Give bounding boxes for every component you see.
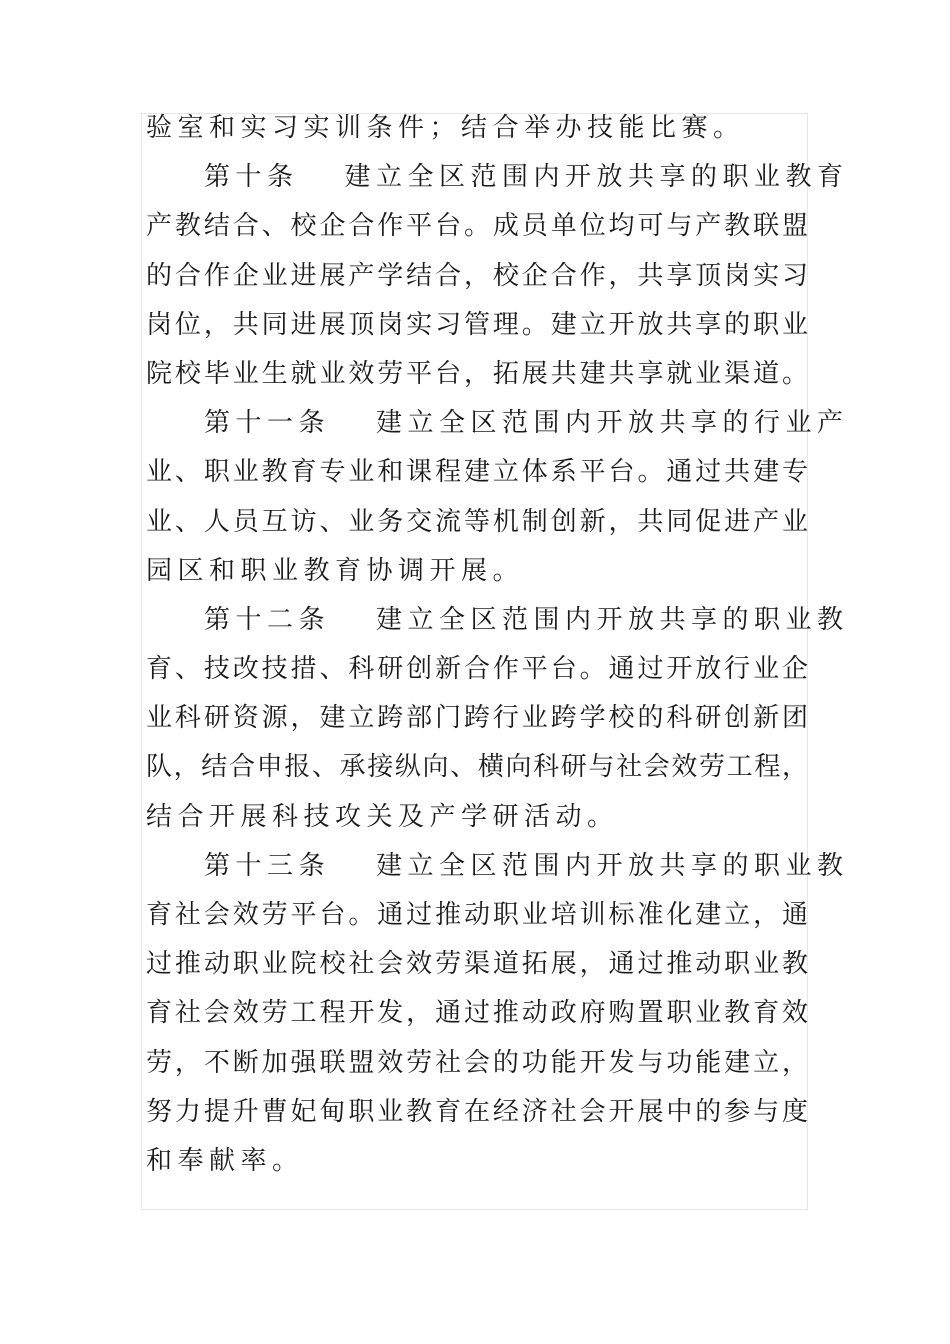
text-line	[146, 301, 808, 350]
text-line	[146, 743, 808, 792]
line-text: 建立全区范围内开放共享的职业教	[376, 604, 849, 635]
line-text: 岗位，共同进展顶岗实习管理。建立开放共享的职业	[146, 309, 808, 340]
text-line	[146, 793, 808, 842]
line-text: 建立全区范围内开放共享的职业教	[376, 850, 849, 881]
line-text: 队，结合申报、承接纵向、横向科研与社会效劳工程，	[146, 752, 808, 783]
text-line	[146, 350, 808, 399]
text-line	[146, 940, 808, 989]
line-text: 业、职业教育专业和课程建立体系平台。通过共建专	[146, 457, 808, 488]
text-line	[146, 1088, 808, 1137]
text-line	[146, 891, 808, 940]
text-line	[146, 989, 808, 1038]
line-text: 业、人员互访、业务交流等机制创新，共同促进产业	[146, 506, 808, 537]
line-text: 和奉献率。	[146, 1145, 304, 1176]
text-line	[146, 547, 808, 596]
line-text: 育、技改技措、科研创新合作平台。通过开放行业企	[146, 654, 808, 685]
document-body	[146, 104, 849, 1186]
line-text: 育社会效劳平台。通过推动职业培训标准化建立，通	[146, 900, 808, 930]
line-text: 劳，不断加强联盟效劳社会的功能开发与功能建立，	[146, 1047, 808, 1078]
article-heading-line	[146, 399, 849, 448]
line-text: 产教结合、校企合作平台。成员单位均可与产教联盟	[146, 211, 808, 242]
line-text: 业科研资源，建立跨部门跨行业跨学校的科研创新团	[146, 703, 808, 734]
text-line	[146, 645, 808, 694]
article-number: 第十一条	[204, 408, 331, 439]
line-text: 过推动职业院校社会效劳渠道拓展，通过推动职业教	[146, 949, 808, 980]
line-text: 的合作企业进展产学结合，校企合作，共享顶岗实习	[146, 260, 808, 291]
article-number: 第十二条	[204, 604, 331, 635]
text-line	[146, 1039, 808, 1088]
article-number: 第十三条	[204, 850, 331, 881]
text-line	[146, 498, 808, 547]
text-line	[146, 202, 808, 251]
text-line	[146, 448, 808, 497]
text-line	[146, 252, 808, 301]
article-number: 第十条	[204, 162, 299, 193]
text-line	[146, 104, 808, 153]
line-text: 验室和实习实训条件；结合举办技能比赛。	[146, 113, 745, 143]
line-text: 努力提升曹妃甸职业教育在经济社会开展中的参与度	[146, 1096, 808, 1127]
text-line	[146, 694, 808, 743]
line-text: 园区和职业教育协调开展。	[146, 555, 525, 586]
article-heading-line	[146, 153, 849, 202]
article-heading-line	[146, 596, 849, 645]
line-text: 建立全区范围内开放共享的职业教育	[344, 162, 849, 193]
line-text: 建立全区范围内开放共享的行业产	[376, 408, 849, 439]
line-text: 育社会效劳工程开发，通过推动政府购置职业教育效	[146, 998, 808, 1029]
article-heading-line	[146, 842, 849, 891]
line-text: 结合开展科技攻关及产学研活动。	[146, 801, 619, 832]
text-line	[146, 1137, 808, 1186]
line-text: 院校毕业生就业效劳平台，拓展共建共享就业渠道。	[146, 358, 808, 389]
